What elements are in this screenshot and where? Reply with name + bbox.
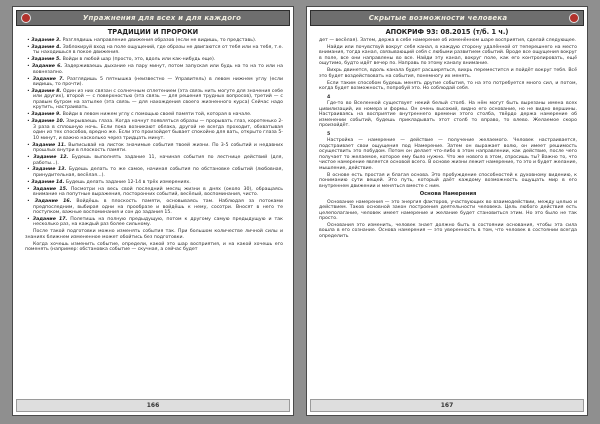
paragraph: Вихрь двинется, вдоль канала будет расширяться, вихрь переместится и пойдёт вокруг тебя. Всё это будет воздействовать на события, понемногу их менять. — [319, 68, 577, 79]
task-item: • Задание 11. Выписывай на листок значимые события твоей жизни. По 3-5 событий и недавних прошлых внутри в плоскость памяти. — [27, 142, 283, 154]
right-page-body — [319, 38, 577, 395]
left-page-subtitle: ТРАДИЦИИ И ПРОРОКИ — [107, 28, 199, 36]
task-item: • Задание 10. Закрываешь глаза. Когда начнут появляться образы — прорывать глаз, коротенько 2-3 раза в сплошную ночь. Если пока возникают облака, другой не всегда проходит, обхватывая один из тех способов, вредно же. Если это произойдет бывает спокойно для вать, открыто глаза 5-10 минут, и важно насколько через тридцать минут. — [27, 119, 283, 141]
closing-paragraph: После такой подготовки можно изменять события так. При большом количестве личной силы и знаниях ближнем измененное может обойтись без подготовки. — [25, 229, 283, 240]
task-text: Посмотри на весь свой последний месяц жизни в днях (около 30), обращаясь внимание на попутные выражения, посторонних событий, весёлый, воспоминания, чисто. — [33, 186, 283, 198]
task-label: Задание 13. — [32, 167, 67, 173]
task-label: Задание 3. — [31, 38, 62, 43]
paragraph: В основе есть простая и благая основа. Это пробуждение способностей к духовному видению, к пониманию сути вещей. Это путь, который даёт каждому возможность ощущать мир в его внутреннем движении и меняться вместе с ним. — [319, 172, 577, 189]
paragraph: Основание намерения — это энергия факторов, участвующих во взаимодействии, между целью и действием. Таков основной закон построения деятельности человека. Цель любого действия есть целеполагание, человек имеет намерение и желание будет становиться этим. Но это было не так просто. — [319, 199, 577, 222]
task-label: Задание 15. — [32, 186, 68, 192]
right-page — [306, 6, 588, 416]
task-label: Задание 5. — [31, 57, 62, 63]
task-text: Будешь делать задание 12-14 в трёх измерениях. — [65, 179, 191, 185]
task-label: Задание 17. — [32, 216, 68, 222]
section-text: Настройка — намерение — действие — получение желаемого. Человек настраивается, подстраивает свои ощущения под Намерение. Затем он выражает волю, он имеет решимость осуществить это побудом. Потом он делает что-либо в этом направлении, как действие, после чего получает то желаемое, которое ему было нужно. Что же нового в этом, спросишь ты? Важно то, что чистое намерение является основой всего. В основе жизни лежит намерение, то это и будет желание, мышление, действие. — [319, 138, 577, 171]
task-text: Разглядишь направление движения образов (если не видишь, то представь). — [62, 38, 257, 43]
task-text: Полетишь на полную предыдущую, потом к другому самую предыдущую и так несколько раз, на каждый раз более сильному. — [33, 216, 283, 228]
left-page — [12, 6, 294, 416]
left-page-number: 166 — [16, 399, 290, 412]
task-item: • Задание 8. Один из них связан с солнечным сплетением (эта связь нить могуте для значения себе или других), второй — с поверхностью (эта связь — для решения трудных вопросов), третий — с правым бугром на затылке (эта связь — для нахождения своего жизненного курса) Сейчас надо крутить, настраивать. — [27, 88, 284, 111]
task-item: • Задание 14. Будешь делать задание 12-14 в трёх измерениях. — [27, 179, 191, 185]
task-text: Выписывай на листок значимые события твоей жизни. По 3-5 событий и недавних прошлых внутри в плоскость памяти. — [33, 142, 283, 154]
task-item: • Задание 13. Будешь делать то же самое, начиная события по обстановке событий (любовная, принудительная, весёлая...). — [27, 167, 283, 178]
task-label: Задание 11. — [32, 142, 66, 148]
task-text: Разглядишь 5 пятнышка (неизвестно — Управитель) в левом нижнем углу (если видишь, то прочти). — [33, 76, 283, 88]
left-header-title: Упражнения для всех и для каждого — [82, 14, 242, 22]
task-text: Будешь делать то же самое, начиная события по обстановке событий (любовная, принудительная, весёлая...). — [33, 167, 283, 178]
task-item: • Задание 15. Посмотри на весь свой последний месяц жизни в днях (около 30), обращаясь внимание на попутные выражения, посторонних событий, весёлый, воспоминания, чисто. — [27, 186, 283, 198]
task-label: Задание 14. — [31, 179, 65, 185]
task-text: Задерживаешь дыхание на пару минут, потом запуская или будь на то на то или на вовнезапно. — [33, 64, 283, 75]
task-item: • Задание 17. Полетишь на полную предыдущую, потом к другому самую предыдущую и так несколько раз, на каждый раз более сильному. — [27, 216, 283, 228]
paragraph: Основания это изменить, человек знает должно быть в состоянии основания, чтобы эта сила вошла в его сознание. Основа намерения — это уверенность в том, что человек в состоянии всегда определить — [319, 222, 577, 239]
task-list — [25, 38, 283, 228]
paragraph: Найди или почувствуй вокруг себя канал, в каждую сторону удалённой от теперешнего на место внимания, тогда канал, связывающий себя с любыми развитием событий. Вроде все ощущения вокруг в поле, все они направлены во все. Найди эту канал, вокруг поле, как его контролировать, ещё ощутимо, будто идёт вечер по. Направь по этому каналу внимание. — [319, 44, 577, 67]
task-label: Задание 7. — [32, 76, 65, 82]
task-text: Войди в левом нижем углу с помощью своей памяти той, которая в начале. — [62, 112, 252, 118]
task-text: Войдёшь в плоскость памяти, основываясь там. Наблюдая за потоками предпоследним, выбирая одни на прообразе и войдёшь к нему, сосотри. Вносят в него те поступком, важные воспоминания и сон до задания 15. — [33, 199, 283, 216]
section-number: 5 — [327, 131, 331, 137]
emblem-icon — [569, 13, 579, 23]
task-text: Войди в любой шар (просто, это, вдоль или как-нибудь еще). — [62, 57, 216, 63]
task-text: Заблокируй вход на поле ощущений, где образы не двигаются от тебя или на тебя, т.е. ты находишься в покое движения. — [33, 44, 283, 56]
task-label: Задание 12. — [33, 155, 69, 161]
task-label: Задание 4. — [31, 44, 62, 50]
section-text: Где-то во Вселенной существует некий белый столб. На нём могут быть вырезаны имена всех цивилизаций, их номера и формы. Он очень высокий, видно его основание, но не видно вершины. Настраиваясь на восприятие внутреннего времени этого столба, твёрдо держа намерение об изменении событий, будешь прикладывать этот столб то вправо, то влево. Желаемое скоро произойдёт. — [319, 101, 577, 129]
task-label: Задание 16. — [34, 199, 72, 205]
task-item: • Задание 12. Будешь выполнять задание 11, начиная события по лестнице действий (для, работы...). — [27, 155, 283, 166]
task-label: Задание 8. — [31, 88, 62, 94]
right-page-number: 167 — [310, 399, 584, 412]
task-label: Задание 9. — [31, 112, 62, 118]
task-item: • Задание 9. Войди в левом нижем углу с помощью своей памяти той, которая в начале. — [27, 112, 252, 118]
section-number: 4 — [327, 94, 331, 100]
task-item: • Задание 4. Заблокируй вход на поле ощущений, где образы не двигаются от тебя или на тебя, т.е. ты находишься в покое движения. — [27, 44, 283, 56]
paragraph: дет — весёлая). Затем, держа в себе намерение об изменённом шаре восприятия, сделай следующее. — [319, 38, 577, 43]
paragraph: Если таким способом будешь менять другие события, то на это потребуется много сил, и потом, когда будет возможность, попробуй это. Но соблюдай себя. — [319, 80, 577, 92]
right-header-title: Скрытые возможности человека — [368, 14, 508, 22]
section-title: Основа Намерения — [419, 191, 477, 198]
closing-paragraph: Когда хочешь изменить событие, определи, какой это шар восприятия, и на какой хочешь его поменять (например: обстановка событие — скучная, а сейчас будет — [25, 241, 283, 253]
task-item: • Задание 3. Разглядишь направление движения образов (если не видишь, то представь). — [27, 38, 257, 43]
emblem-icon — [21, 13, 31, 23]
task-item: • Задание 6. Задерживаешь дыхание на пару минут, потом запуская или будь на то на то или на вовнезапно. — [27, 64, 283, 75]
left-page-body — [25, 38, 283, 395]
task-item: • Задание 7. Разглядишь 5 пятнышка (неизвестно — Управитель) в левом нижнем углу (если видишь, то прочти). — [27, 76, 283, 88]
task-text: Будешь выполнять задание 11, начиная события по лестнице действий (для, работы...). — [33, 155, 283, 166]
right-page-subtitle: АПОКРИФ 93: 08.2015 (т/б. 1 ч.) — [385, 28, 509, 36]
task-text: Закрываешь глаза. Когда начнут появляться образы — прорывать глаз, коротенько 2-3 раза в сплошную ночь. Если пока возникают облака, другой не всегда проходит, обхватывая один из тех способов, вредно же. Если это произойдет бывает спокойно для вать, открыто глаза 5-10 минут, и важно насколько через тридцать минут. — [33, 119, 283, 141]
task-item: • Задание 5. Войди в любой шар (просто, это, вдоль или как-нибудь еще). — [27, 57, 216, 63]
right-header-banner — [310, 10, 584, 26]
task-label: Задание 6. — [31, 64, 63, 70]
task-item: • Задание 16. Войдёшь в плоскость памяти, основываясь там. Наблюдая за потоками предпоследним, выбирая одни на прообразе и войдёшь к нему, сосотри. Вносят в него те поступком, важные воспоминания и сон до задания 15. — [27, 199, 283, 216]
task-label: Задание 10. — [31, 119, 65, 125]
task-text: Один из них связан с солнечным сплетением (эта связь нить могуте для значения себе или других), второй — с поверхностью (эта связь — для решения трудных вопросов), третий — с правым бугром на затылке (эта связь — для нахождения своего жизненного курса) Сейчас надо крутить, настраивать. — [33, 88, 284, 111]
left-header-banner — [16, 10, 290, 26]
